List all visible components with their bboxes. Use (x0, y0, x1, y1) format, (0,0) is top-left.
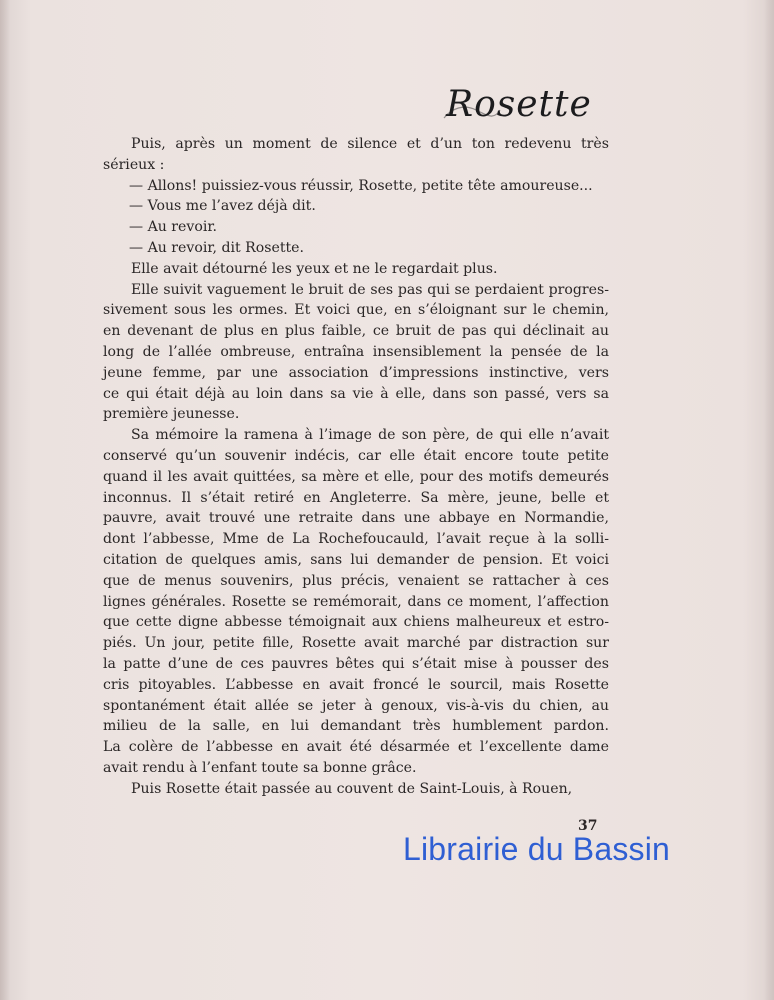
text-line: Puis, après un moment de silence et d’un ton redevenu très (131, 136, 609, 152)
text-line: en devenant de plus en plus faible, ce bruit de pas qui déclinait au (103, 323, 609, 340)
text-line: citation de quelques amis, sans lui demander de pension. Et voici (103, 551, 609, 568)
text-line: Elle suivit vaguement le bruit de ses pas qui se perdaient progres- (131, 281, 609, 298)
text-line: milieu de la salle, en lui demandant très humblement pardon. (103, 718, 609, 735)
dialog-paragraph (103, 176, 609, 197)
paragraph (103, 259, 609, 280)
text-line: lignes générales. Rosette se remémorait, dans ce moment, l’affection (103, 593, 609, 610)
text-line: — Au revoir, dit Rosette. (129, 239, 304, 256)
text-line: ce qui était déjà au loin dans sa vie à elle, dans son passé, vers sa (103, 385, 609, 402)
seller-watermark: Librairie du Bassin (403, 831, 671, 867)
dialog-paragraph (103, 217, 609, 238)
paragraph (103, 280, 609, 426)
running-head-text: Rosette (446, 84, 592, 125)
text-line: jeune femme, par une association d’impressions instinctive, vers (103, 364, 609, 381)
page-right-edge-shadow (764, 0, 774, 1000)
paragraph (103, 425, 609, 779)
text-line: que cette digne abbesse témoignait aux chiens malheureux et estro- (103, 614, 609, 631)
text-line: — Allons! puissiez-vous réussir, Rosette, petite tête amoureuse... (129, 177, 593, 194)
text-line: la patte d’une de ces pauvres bêtes qui s’était mise à pousser des (103, 655, 609, 672)
text-line: quand il les avait quittées, sa mère et elle, pour des motifs demeurés (103, 468, 609, 485)
calligraphic-flourish-icon (442, 100, 502, 124)
text-line: spontanément était allée se jeter à genoux, vis-à-vis du chien, au (103, 697, 609, 714)
text-line: Elle avait détourné les yeux et ne le regardait plus. (131, 260, 498, 277)
running-head (446, 78, 616, 132)
text-line: inconnus. Il s’était retiré en Angleterre. Sa mère, jeune, belle et (103, 489, 609, 506)
text-line: première jeunesse. (103, 406, 240, 423)
page-number: 37 (578, 818, 598, 834)
text-line: cris pitoyables. L’abbesse en avait froncé le sourcil, mais Rosette (103, 676, 609, 693)
text-line: pauvre, avait trouvé une retraite dans une abbaye en Normandie, (103, 510, 609, 527)
paragraph (103, 779, 609, 800)
body-text (103, 134, 609, 800)
text-line: sivement sous les ormes. Et voici que, en s’éloignant sur le chemin, (103, 302, 609, 319)
text-line: piés. Un jour, petite fille, Rosette avait marché par distraction sur (103, 635, 609, 652)
text-line: Puis Rosette était passée au couvent de Saint-Louis, à Rouen, (131, 780, 573, 797)
dialog-paragraph (103, 196, 609, 217)
text-line: sérieux : (103, 156, 165, 173)
text-line: dont l’abbesse, Mme de La Rochefoucauld, l’avait reçue à la solli- (103, 531, 609, 548)
text-line: — Vous me l’avez déjà dit. (129, 198, 316, 215)
page-left-edge-shadow (0, 0, 10, 1000)
text-line: long de l’allée ombreuse, entraîna insensiblement la pensée de la (103, 343, 609, 360)
paragraph (103, 134, 609, 176)
dialog-paragraph (103, 238, 609, 259)
text-line: que de menus souvenirs, plus précis, venaient se rattacher à ces (103, 572, 609, 589)
text-line: Sa mémoire la ramena à l’image de son père, de qui elle n’avait (131, 427, 609, 444)
text-line: — Au revoir. (129, 219, 218, 236)
text-line: conservé qu’un souvenir indécis, car elle était encore toute petite (103, 447, 609, 464)
text-line: La colère de l’abbesse en avait été désarmée et l’excellente dame (103, 739, 609, 756)
text-line: avait rendu à l’enfant toute sa bonne grâce. (103, 759, 417, 776)
